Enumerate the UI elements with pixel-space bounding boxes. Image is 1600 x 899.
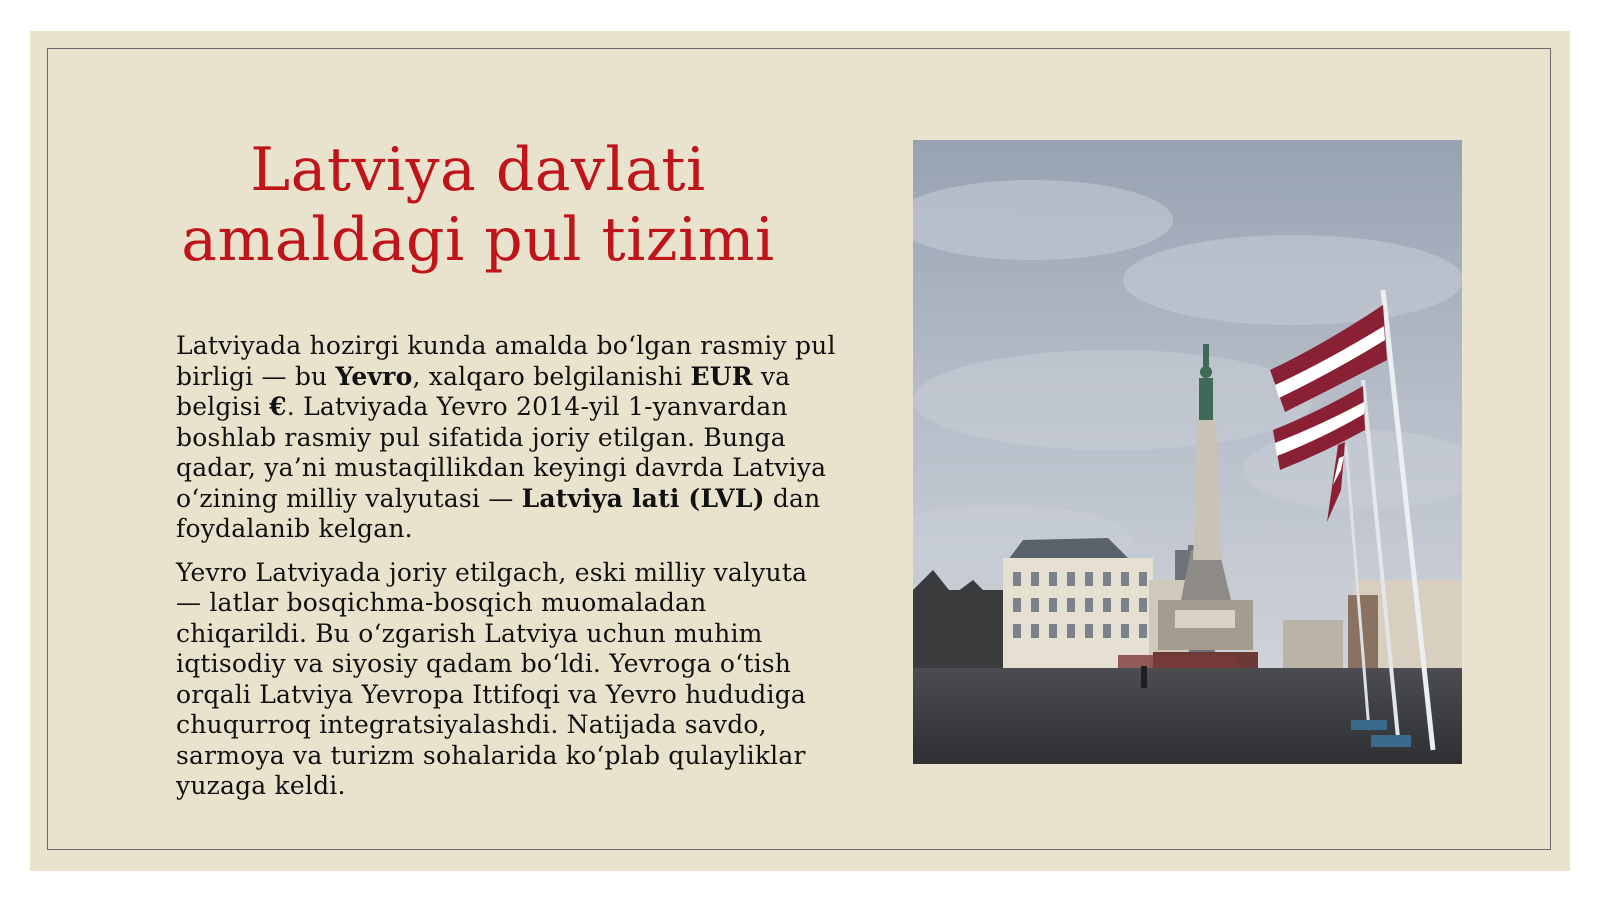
text-run: dan foydalanib kelgan. xyxy=(176,483,821,543)
bold-term-lats: Latviya lati (LVL) xyxy=(521,483,765,513)
paragraph-2: Yevro Latviyada joriy etilgach, eski milliy valyuta — latlar bosqichma-bosqich muomaladan chiqarildi. Bu o‘zgarish Latviya uchun muhim iqtisodiy va siyosiy qadam bo‘ldi. Yevroga o‘tish orqali Latviya Yevropa Ittifoqi va Yevro hududiga chuqurroq integratsiyalashdi. Natijada savdo, sarmoya va turizm sohalarida ko‘plab qulayliklar yuzaga keldi. xyxy=(176,557,808,800)
slide-body-text xyxy=(176,331,836,815)
slide-title xyxy=(148,135,808,275)
title-line-2: amaldagi pul tizimi xyxy=(181,205,775,275)
paragraph-1 xyxy=(176,331,836,545)
square-pavement xyxy=(913,668,1462,764)
bold-term-eur: EUR xyxy=(690,361,753,391)
freedom-monument-photo xyxy=(913,140,1462,764)
text-run: . Latviyada Yevro 2014-yil 1-yanvardan boshlab rasmiy pul sifatida joriy etilgan. Bunga qadar, ya’ni mustaqillikdan keyingi davrda Latviya o‘zining milliy valyutasi — xyxy=(176,392,827,513)
text-run: va belgisi xyxy=(176,361,791,421)
text-run: Latviyada hozirgi kunda amalda bo‘lgan rasmiy pul birligi — bu xyxy=(176,331,836,391)
text-run: , xalqaro belgilanishi xyxy=(412,361,691,391)
bold-term-yevro: Yevro xyxy=(335,361,413,391)
slide xyxy=(30,31,1570,871)
title-line-1: Latviya davlati xyxy=(250,135,706,205)
bold-term-euro-sign: € xyxy=(269,392,287,421)
